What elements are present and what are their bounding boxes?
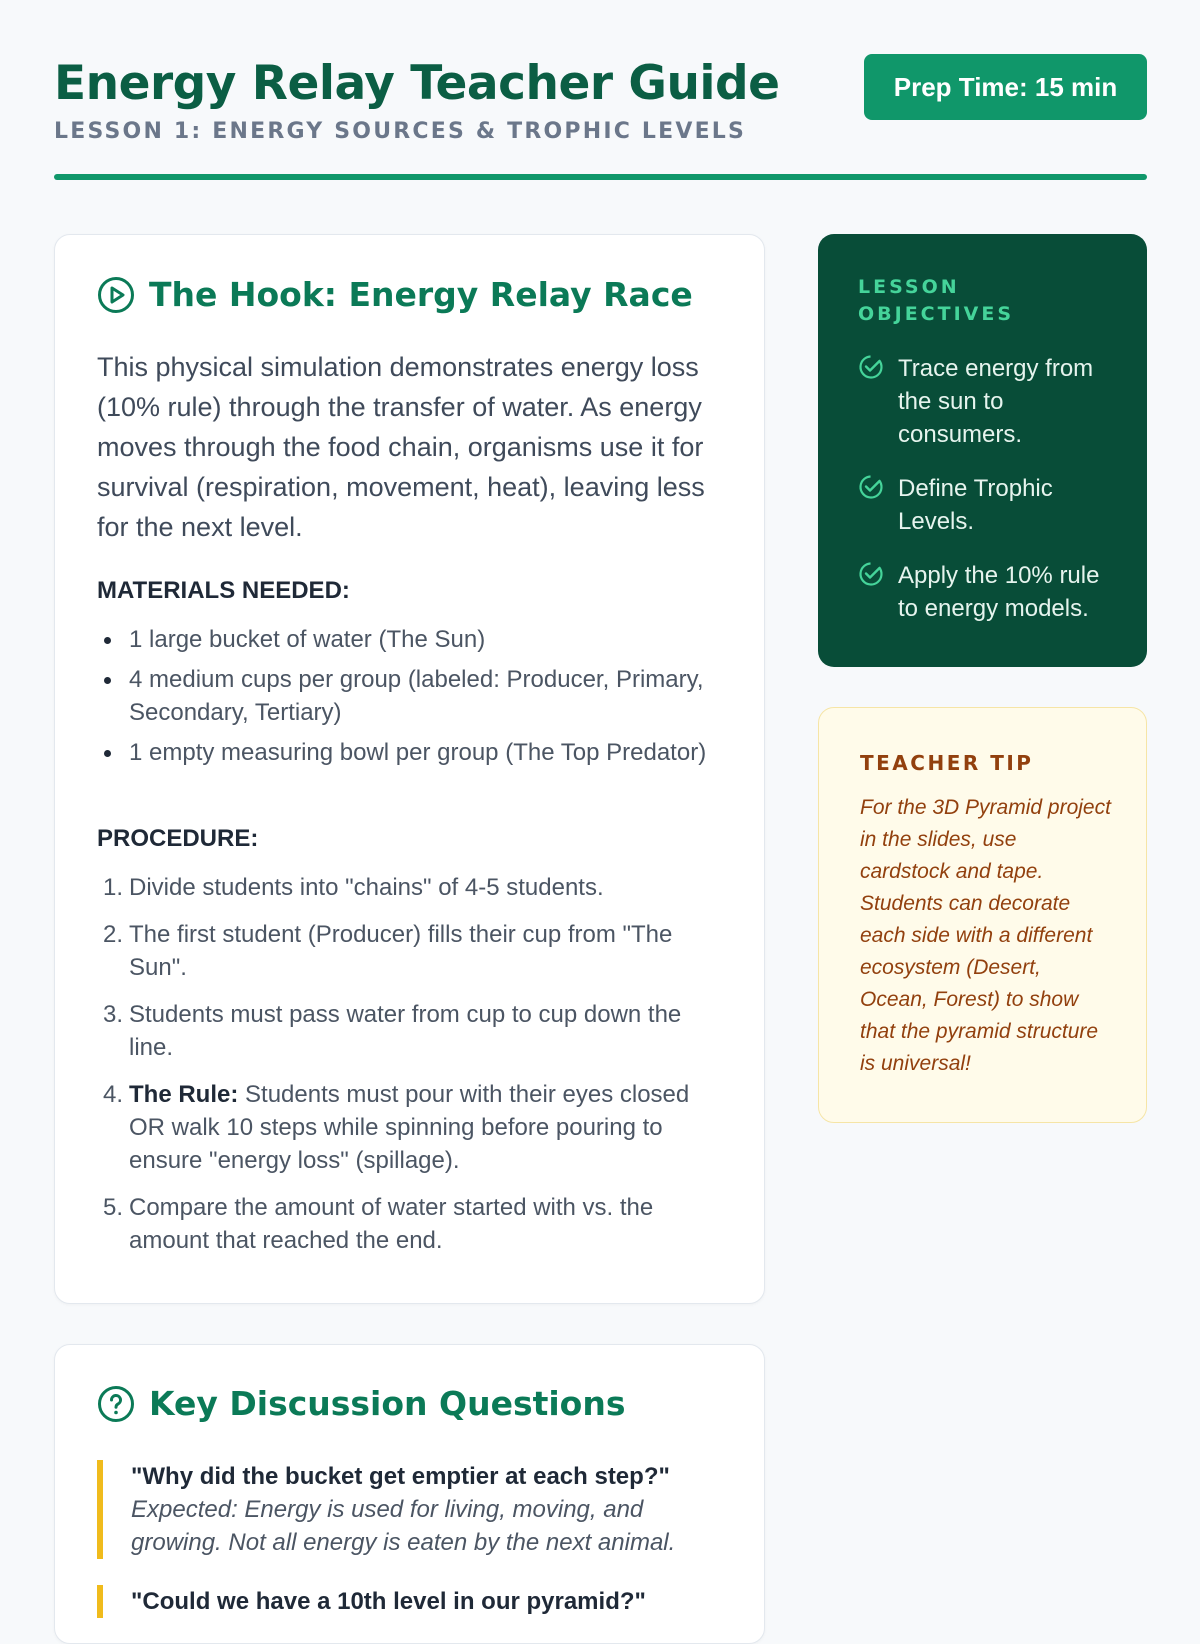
list-item: 1 empty measuring bowl per group (The Top Predator) [97,736,717,769]
objective-item [858,352,1118,451]
objective-item [858,472,1118,538]
step-text: Divide students into "chains" of 4-5 students. [129,874,604,901]
list-item: 4 medium cups per group (labeled: Producer, Primary, Secondary, Tertiary) [97,663,717,729]
question-text: "Could we have a 10th level in our pyramid?" [131,1588,646,1615]
discussion-question [97,1585,727,1618]
objective-text: Define Trophic Levels. [898,475,1053,535]
expected-answer: Expected: Energy is used for living, moving, and growing. Not all energy is eaten by the next animal. [131,1496,676,1556]
procedure-step [97,871,717,904]
questions-title: Key Discussion Questions [149,1384,626,1423]
step-number: 4. [103,1081,124,1108]
procedure-step [97,1078,717,1177]
questions-card [54,1344,765,1644]
tip-title: TEACHER TIP [860,751,1034,775]
step-text: Students must pour with their eyes closed OR walk 10 steps while spinning before pouring to ensure "energy loss" (spillage). [129,1081,690,1174]
play-circle-icon [97,276,135,314]
objectives-list [858,352,1118,646]
teacher-tip-panel [818,707,1147,1123]
tip-text: For the 3D Pyramid project in the slides, use cardstock and tape. Students can decorate each side with a different ecosystem (Desert, Ocean, Forest) to show that the pyramid structure is universal! [860,796,1111,1075]
prep-time-badge: Prep Time: 15 min [864,54,1147,120]
procedure-list [97,871,717,1271]
hook-title: The Hook: Energy Relay Race [149,275,693,314]
page-title: Energy Relay Teacher Guide [54,56,780,111]
hook-card [54,234,765,1304]
step-text: The first student (Producer) fills their cup from "The Sun". [129,921,673,981]
procedure-step [97,1191,717,1257]
step-number: 3. [103,1001,124,1028]
step-number: 2. [103,921,124,948]
page-subtitle: LESSON 1: ENERGY SOURCES & TROPHIC LEVELS [54,119,747,144]
question-circle-icon [97,1385,135,1423]
objective-text: Apply the 10% rule to energy models. [898,562,1100,622]
question-text: "Why did the bucket get emptier at each step?" [131,1463,670,1490]
hook-heading [97,275,693,314]
materials-list [97,623,717,776]
check-circle-icon [858,354,884,380]
lesson-objectives-panel [818,234,1147,667]
check-circle-icon [858,474,884,500]
procedure-label: PROCEDURE: [97,825,259,852]
materials-label: MATERIALS NEEDED: [97,577,350,604]
objective-text: Trace energy from the sun to consumers. [898,355,1094,448]
procedure-step [97,998,717,1064]
step-text: Students must pass water from cup to cup down the line. [129,1001,682,1061]
header-divider [54,174,1147,180]
page-header [54,54,1147,180]
check-circle-icon [858,561,884,587]
objective-item [858,559,1118,625]
questions-heading [97,1384,626,1423]
step-number: 1. [103,874,124,901]
step-rule-label: The Rule: [129,1081,239,1108]
procedure-step [97,918,717,984]
objectives-title: LESSON OBJECTIVES [858,276,1015,325]
step-text: Compare the amount of water started with vs. the amount that reached the end. [129,1194,654,1254]
list-item: 1 large bucket of water (The Sun) [97,623,717,656]
hook-description: This physical simulation demonstrates energy loss (10% rule) through the transfer of water. As energy moves through the food chain, organisms use it for survival (respiration, movement, heat), leaving less for the next level. [97,352,705,542]
step-number: 5. [103,1194,124,1221]
discussion-question [97,1460,727,1559]
